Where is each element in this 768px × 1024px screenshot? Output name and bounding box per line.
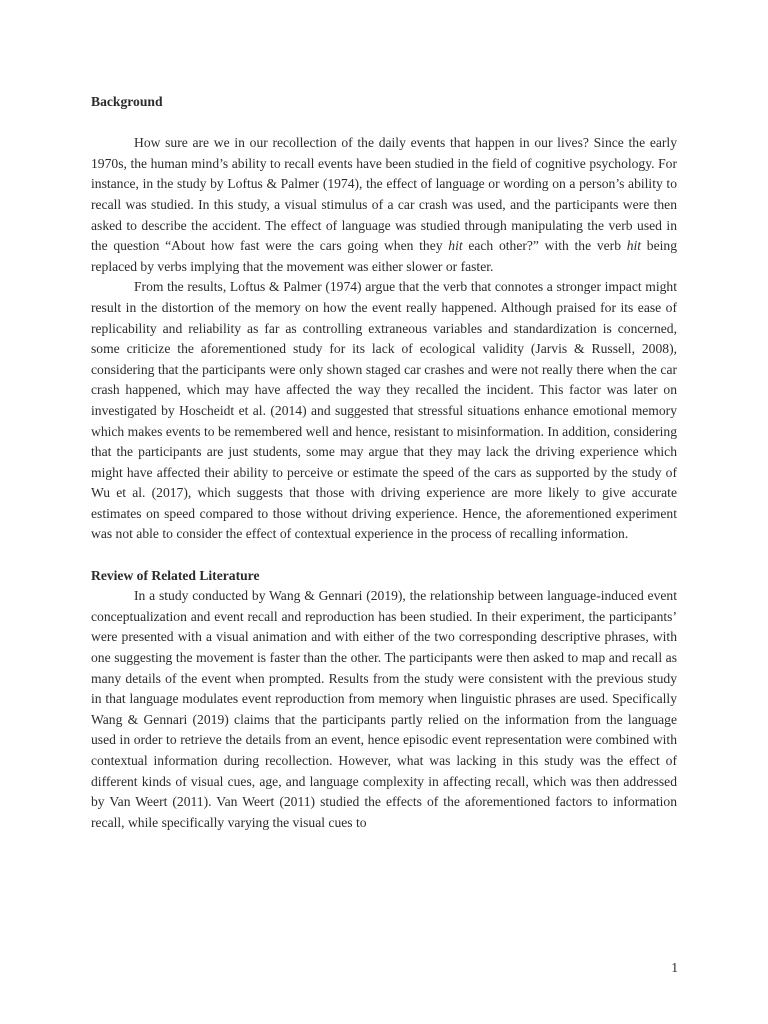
review-paragraph-1: In a study conducted by Wang & Gennari (2019), the relationship between language-induced event conceptualization and event recall and reproduction has been studied. In their experiment, the participants’ were presented with a visual animation and with either of the two corresponding descriptive phrases, with one suggesting the movement is faster than the other. The participants were then asked to map and recall as many details of the event when prompted. Results from the study were consistent with the previous study in that language modulates event reproduction from memory when linguistic phrases are used. Specifically Wang & Gennari (2019) claims that the participants partly relied on the information from the language used in order to retrieve the details from an event, hence episodic event representation were combined with contextual information during recollection. However, what was lacking in this study was the effect of different kinds of visual cues, age, and language complexity in affecting recall, which was then addressed by Van Weert (2011). Van Weert (2011) studied the effects of the aforementioned factors to information recall, while specifically varying the visual cues to [91, 588, 677, 830]
background-paragraph-1-text-c: being replaced by verbs implying that the movement was either slower or faster. [91, 238, 677, 274]
spacer [91, 113, 677, 134]
spacer [91, 545, 677, 566]
emphasis-hit-1: hit [448, 238, 463, 254]
document-body [91, 92, 677, 833]
background-paragraph-1-text-a: How sure are we in our recollection of the daily events that happen in our lives? Since the early 1970s, the human mind’s ability to recall events have been studied in the field of cognitive psychology. For instance, in the study by Loftus & Palmer (1974), the effect of language or wording on a person’s ability to recall was studied. In this study, a visual stimulus of a car crash was used, and the participants were then asked to describe the accident. The effect of language was studied through manipulating the verb used in the question “About how fast were the cars going when they [91, 135, 677, 254]
background-heading: Background [91, 94, 163, 109]
page-number: 1 [671, 960, 678, 975]
background-paragraph-1 [91, 133, 677, 277]
background-paragraph-2: From the results, Loftus & Palmer (1974) argue that the verb that connotes a stronger impact might result in the distortion of the memory on how the event really happened. Although praised for its ease of replicability and reliability as far as controlling extraneous variables and standardization is concerned, some criticize the aforementioned study for its lack of ecological validity (Jarvis & Russell, 2008), considering that the participants were only shown staged car crashes and were not really there when the car crash happened, which may have affected the way they recalled the incident. This factor was later on investigated by Hoscheidt et al. (2014) and suggested that stressful situations enhance emotional memory which makes events to be remembered well and hence, resistant to misinformation. In addition, considering that the participants are just students, some may argue that they may lack the driving experience which might have affected their ability to perceive or estimate the speed of the cars as supported by the study of Wu et al. (2017), which suggests that those with driving experience are more likely to give accurate estimates on speed compared to those without driving experience. Hence, the aforementioned experiment was not able to consider the effect of contextual experience in the process of recalling information. [91, 279, 677, 542]
emphasis-hit-2: hit [626, 238, 642, 254]
review-heading: Review of Related Literature [91, 567, 260, 583]
background-paragraph-1-text-b: each other?” with the verb [462, 238, 627, 254]
